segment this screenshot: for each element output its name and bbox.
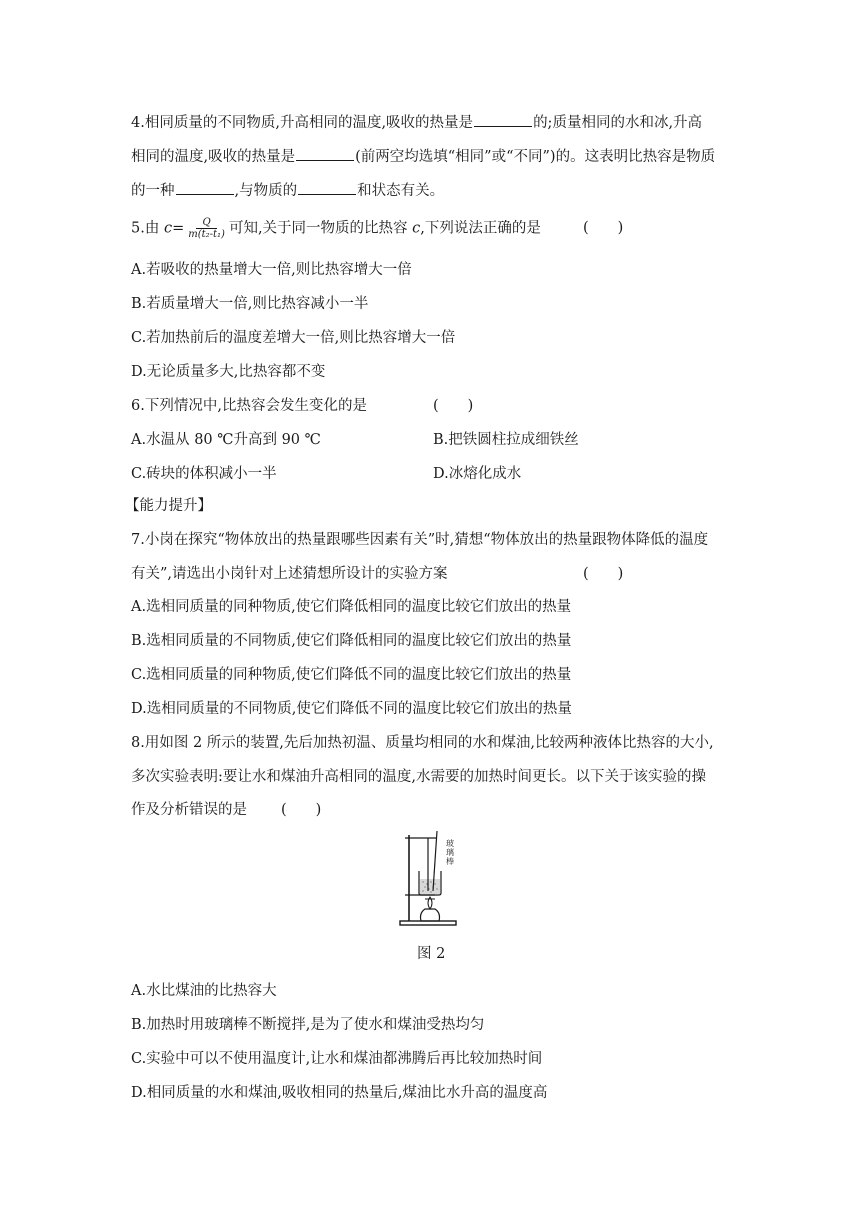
q8-line-1: 8.用如图 2 所示的装置,先后加热初温、质量均相同的水和煤油,比较两种液体比热容的大小, bbox=[131, 735, 714, 751]
answer-blank[interactable] bbox=[298, 180, 356, 195]
q5-option-d[interactable]: D.无论质量多大,比热容都不变 bbox=[131, 364, 326, 380]
q4-text: 和状态有关。 bbox=[357, 183, 445, 199]
q5-stem bbox=[131, 217, 541, 240]
q8-answer-paren[interactable]: ( ) bbox=[281, 802, 322, 818]
q6-option-b[interactable]: B.把铁圆柱拉成细铁丝 bbox=[433, 432, 579, 448]
liquid bbox=[420, 879, 440, 894]
q4-line-3 bbox=[131, 180, 444, 201]
glass-rod-label: 玻璃棒 bbox=[446, 839, 454, 866]
alcohol-lamp bbox=[421, 909, 440, 921]
q5-option-b[interactable]: B.若质量增大一倍,则比热容减小一半 bbox=[131, 296, 369, 312]
q8-option-a[interactable]: A.水比煤油的比热容大 bbox=[131, 983, 277, 999]
q6-stem: 6.下列情况中,比热容会发生变化的是 bbox=[131, 398, 367, 414]
q6-option-c[interactable]: C.砖块的体积减小一半 bbox=[131, 466, 277, 482]
q4-text: ,与物质的 bbox=[234, 183, 298, 199]
q5-answer-paren[interactable]: ( ) bbox=[583, 220, 624, 236]
formula-c: c= bbox=[163, 220, 185, 237]
q7-answer-paren[interactable]: ( ) bbox=[583, 566, 624, 582]
q8-option-b[interactable]: B.加热时用玻璃棒不断搅拌,是为了使水和煤油受热均匀 bbox=[131, 1017, 485, 1033]
answer-blank[interactable] bbox=[474, 112, 532, 127]
q4-line-1 bbox=[131, 112, 702, 133]
q5-text: 可知,关于同一物质的比热容 bbox=[228, 220, 408, 237]
answer-blank[interactable] bbox=[176, 180, 234, 195]
q7-option-d[interactable]: D.选相同质量的不同物质,使它们降低不同的温度比较它们放出的热量 bbox=[131, 701, 572, 717]
q7-line-2: 有关”,请选出小岗针对上述猜想所设计的实验方案 bbox=[131, 566, 448, 582]
q6-option-a[interactable]: A.水温从 80 ℃升高到 90 ℃ bbox=[131, 432, 321, 448]
q7-option-b[interactable]: B.选相同质量的不同物质,使它们降低相同的温度比较它们放出的热量 bbox=[131, 633, 572, 649]
fraction-numerator: Q bbox=[196, 217, 216, 229]
q4-text: (前两空均选填“相同”或“不同”)的。这表明比热容是物质 bbox=[355, 149, 716, 165]
formula-c: c bbox=[412, 220, 421, 237]
q4-text: 4.相同质量的不同物质,升高相同的温度,吸收的热量是 bbox=[131, 115, 474, 131]
q7-option-a[interactable]: A.选相同质量的同种物质,使它们降低相同的温度比较它们放出的热量 bbox=[131, 599, 572, 615]
formula-fraction bbox=[186, 217, 227, 240]
q4-text: 相同的温度,吸收的热量是 bbox=[131, 149, 296, 165]
q5-text: ,下列说法正确的是 bbox=[420, 220, 541, 237]
q4-text: 的一种 bbox=[131, 183, 175, 199]
figure-caption: 图 2 bbox=[417, 946, 446, 962]
answer-blank[interactable] bbox=[296, 146, 354, 161]
q6-option-d[interactable]: D.冰熔化成水 bbox=[433, 466, 522, 482]
q5-option-c[interactable]: C.若加热前后的温度差增大一倍,则比热容增大一倍 bbox=[131, 330, 456, 346]
q7-option-c[interactable]: C.选相同质量的同种物质,使它们降低不同的温度比较它们放出的热量 bbox=[131, 667, 572, 683]
q4-line-2 bbox=[131, 146, 715, 167]
q5-option-a[interactable]: A.若吸收的热量增大一倍,则比热容增大一倍 bbox=[131, 262, 412, 278]
q8-option-d[interactable]: D.相同质量的水和煤油,吸收相同的热量后,煤油比水升高的温度高 bbox=[131, 1085, 548, 1101]
q8-line-3: 作及分析错误的是 bbox=[131, 802, 247, 818]
fraction-denominator: m(t₂-t₁) bbox=[188, 229, 225, 240]
q6-answer-paren[interactable]: ( ) bbox=[433, 398, 474, 414]
section-heading: 【能力提升】 bbox=[125, 498, 212, 514]
q7-line-1: 7.小岗在探究“物体放出的热量跟哪些因素有关”时,猜想“物体放出的热量跟物体降低的温度 bbox=[131, 532, 709, 548]
q4-text: 的;质量相同的水和冰,升高 bbox=[533, 115, 703, 131]
q8-line-2: 多次实验表明:要让水和煤油升高相同的温度,水需要的加热时间更长。以下关于该实验的操 bbox=[131, 769, 706, 785]
q5-text: 5.由 bbox=[131, 220, 160, 237]
q8-option-c[interactable]: C.实验中可以不使用温度计,让水和煤油都沸腾后再比较加热时间 bbox=[131, 1051, 543, 1067]
